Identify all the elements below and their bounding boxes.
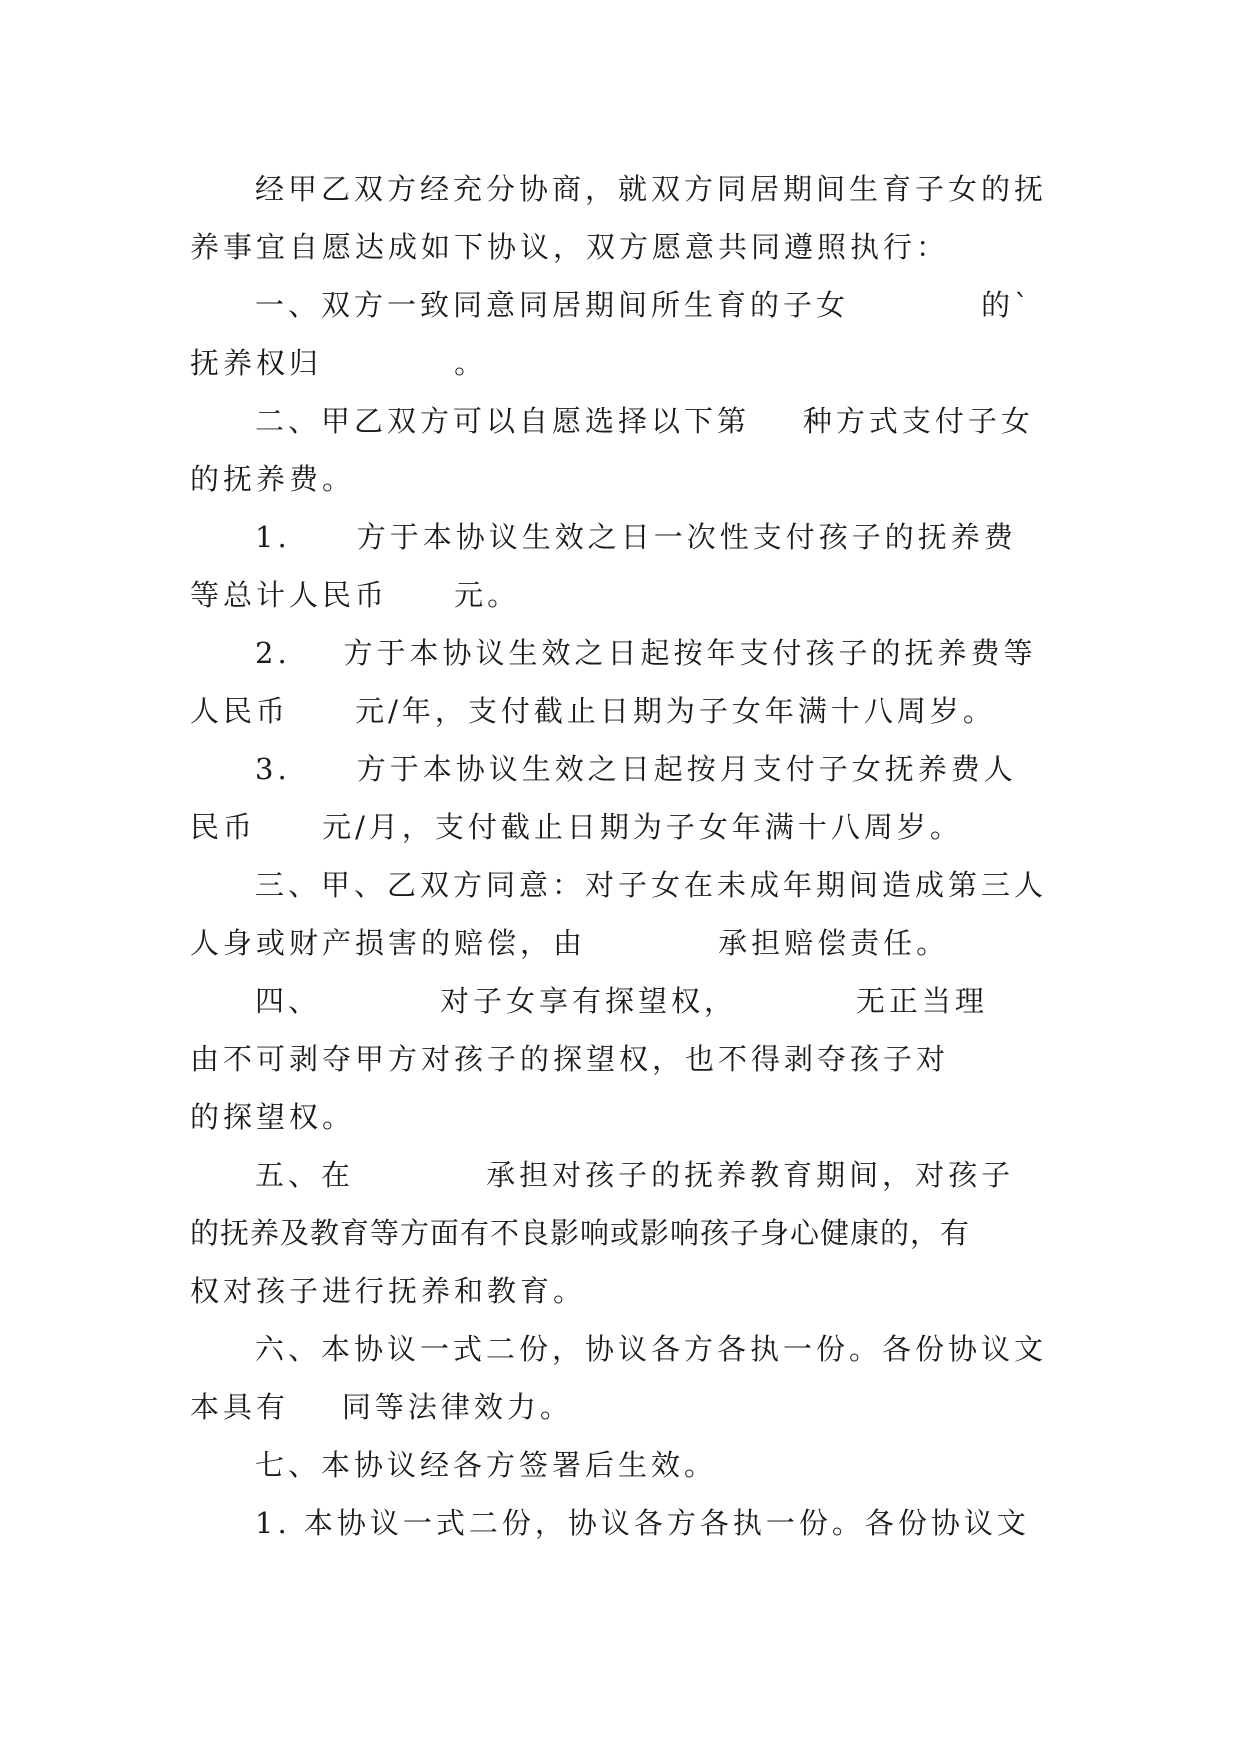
paragraph-line: 抚养权归 。 <box>190 346 488 380</box>
paragraph-line: 的抚养费。 <box>190 462 356 496</box>
paragraph-line: 人民币 元/年，支付截止日期为子女年满十八周岁。 <box>190 694 996 728</box>
paragraph-line: 1. 方于本协议生效之日一次性支付孩子的抚养费 <box>255 520 1017 554</box>
paragraph-line: 本具有 同等法律效力。 <box>190 1390 573 1424</box>
paragraph-line: 养事宜自愿达成如下协议，双方愿意共同遵照执行： <box>190 230 950 264</box>
paragraph-line: 人身或财产损害的赔偿，由 承担赔偿责任。 <box>190 926 950 960</box>
paragraph-line: 1. 本协议一式二份，协议各方各执一份。各份协议文 <box>255 1506 1030 1540</box>
paragraph-line: 权对孩子进行抚养和教育。 <box>190 1274 587 1308</box>
paragraph-line: 二、甲乙双方可以自愿选择以下第 种方式支付子女 <box>255 404 1034 438</box>
paragraph-line: 七、本协议经各方签署后生效。 <box>255 1448 718 1482</box>
paragraph-line: 等总计人民币 元。 <box>190 578 521 612</box>
paragraph-line: 的抚养及教育等方面有不良影响或影响孩子身心健康的，有 <box>190 1216 971 1250</box>
paragraph-line: 四、 对子女享有探望权， 无正当理 <box>255 984 988 1018</box>
paragraph-line: 五、在 承担对孩子的抚养教育期间，对孩子 <box>255 1158 1015 1192</box>
paragraph-line: 3. 方于本协议生效之日起按月支付子女抚养费人 <box>255 752 1017 786</box>
paragraph-line: 经甲乙双方经充分协商，就双方同居期间生育子女的抚 <box>255 172 1048 206</box>
agreement-body <box>190 160 1050 1552</box>
paragraph-line: 一、双方一致同意同居期间所生育的子女 的` <box>255 288 1033 322</box>
paragraph-line: 的探望权。 <box>190 1100 356 1134</box>
paragraph-line: 三、甲、乙双方同意：对子女在未成年期间造成第三人 <box>255 868 1048 902</box>
paragraph-line: 2. 方于本协议生效之日起按年支付孩子的抚养费等 <box>255 636 1037 670</box>
paragraph-line: 由不可剥夺甲方对孩子的探望权，也不得剥夺孩子对 <box>190 1042 950 1076</box>
paragraph-line: 民币 元/月，支付截止日期为子女年满十八周岁。 <box>190 810 963 844</box>
paragraph-line: 六、本协议一式二份，协议各方各执一份。各份协议文 <box>255 1332 1048 1366</box>
